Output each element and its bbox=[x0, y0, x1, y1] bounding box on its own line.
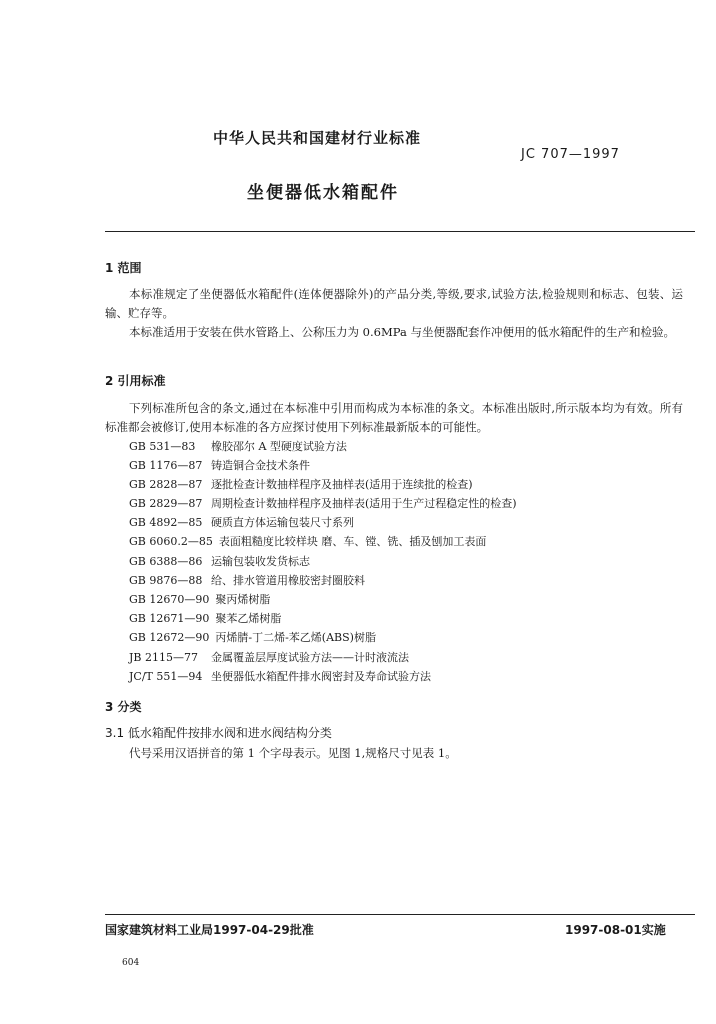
section-3-paragraph-1: 代号采用汉语拼音的第 1 个字母表示。见图 1,规格尺寸见表 1。 bbox=[129, 746, 457, 760]
reference-code: GB 4892—85 bbox=[129, 516, 203, 529]
reference-item bbox=[129, 533, 486, 551]
reference-title: 坐便器低水箱配件排水阀密封及寿命试验方法 bbox=[211, 670, 431, 683]
reference-title: 橡胶邵尔 A 型硬度试验方法 bbox=[211, 440, 347, 453]
approval-date: 国家建筑材料工业局1997-04-29批准 bbox=[105, 923, 314, 937]
reference-title: 逐批检查计数抽样程序及抽样表(适用于连续批的检查) bbox=[211, 478, 473, 491]
reference-item bbox=[129, 457, 310, 475]
effective-date: 1997-08-01实施 bbox=[565, 923, 666, 937]
section-2-paragraph-1: 下列标准所包含的条文,通过在本标准中引用而构成为本标准的条文。本标准出版时,所示版本均为有效。所有标准都会被修订,使用本标准的各方应探讨使用下列标准最新版本的可能性。 bbox=[105, 401, 683, 434]
reference-code: GB 9876—88 bbox=[129, 574, 203, 587]
reference-code: JB 2115—77 bbox=[129, 651, 198, 664]
reference-item bbox=[129, 610, 281, 628]
reference-title: 聚丙烯树脂 bbox=[215, 593, 271, 606]
reference-code: GB 12672—90 bbox=[129, 631, 210, 644]
reference-title: 周期检查计数抽样程序及抽样表(适用于生产过程稳定性的检查) bbox=[211, 497, 517, 510]
reference-item bbox=[129, 438, 347, 456]
reference-code: GB 6388—86 bbox=[129, 555, 203, 568]
reference-item bbox=[129, 649, 409, 667]
reference-item bbox=[129, 629, 376, 647]
reference-code: GB 6060.2—85 bbox=[129, 535, 213, 548]
reference-title: 表面粗糙度比较样块 磨、车、镗、铣、插及刨加工表面 bbox=[218, 535, 487, 548]
reference-title: 金属覆盖层厚度试验方法——计时液流法 bbox=[211, 651, 409, 664]
document-title: 坐便器低水箱配件 bbox=[247, 183, 399, 203]
reference-code: GB 2829—87 bbox=[129, 497, 203, 510]
reference-title: 硬质直方体运输包装尺寸系列 bbox=[211, 516, 354, 529]
reference-code: GB 1176—87 bbox=[129, 459, 203, 472]
reference-code: GB 2828—87 bbox=[129, 478, 203, 491]
section-1-paragraph-2: 本标准适用于安装在供水管路上、公称压力为 0.6MPa 与坐便器配套作冲便用的低水箱配件的生产和检验。 bbox=[129, 325, 675, 339]
reference-item bbox=[129, 514, 354, 532]
reference-title: 给、排水管道用橡胶密封圈胶料 bbox=[211, 574, 365, 587]
reference-item bbox=[129, 572, 365, 590]
standard-code: JC 707—1997 bbox=[521, 147, 620, 162]
header-divider bbox=[105, 231, 695, 232]
reference-title: 聚苯乙烯树脂 bbox=[215, 612, 282, 625]
reference-code: GB 12670—90 bbox=[129, 593, 210, 606]
section-3-heading: 3 分类 bbox=[105, 700, 142, 714]
reference-item bbox=[129, 668, 431, 686]
reference-item bbox=[129, 476, 473, 494]
subsection-3-1-heading: 3.1 低水箱配件按排水阀和进水阀结构分类 bbox=[105, 726, 332, 740]
reference-item bbox=[129, 591, 270, 609]
reference-code: GB 12671—90 bbox=[129, 612, 210, 625]
reference-code: JC/T 551—94 bbox=[129, 670, 203, 683]
footer-divider bbox=[105, 914, 695, 915]
section-2-heading: 2 引用标准 bbox=[105, 374, 166, 388]
reference-title: 丙烯腈-丁二烯-苯乙烯(ABS)树脂 bbox=[215, 631, 376, 644]
section-1-heading: 1 范围 bbox=[105, 261, 142, 275]
reference-title: 运输包装收发货标志 bbox=[211, 555, 310, 568]
page-number: 604 bbox=[122, 958, 140, 968]
section-1-paragraph-1: 本标准规定了坐便器低水箱配件(连体便器除外)的产品分类,等级,要求,试验方法,检验规则和标志、包装、运输、贮存等。 bbox=[105, 287, 683, 320]
reference-code: GB 531—83 bbox=[129, 440, 196, 453]
issuing-body-title: 中华人民共和国建材行业标准 bbox=[213, 129, 422, 147]
reference-item bbox=[129, 553, 310, 571]
reference-title: 铸造铜合金技术条件 bbox=[211, 459, 310, 472]
reference-item bbox=[129, 495, 517, 513]
